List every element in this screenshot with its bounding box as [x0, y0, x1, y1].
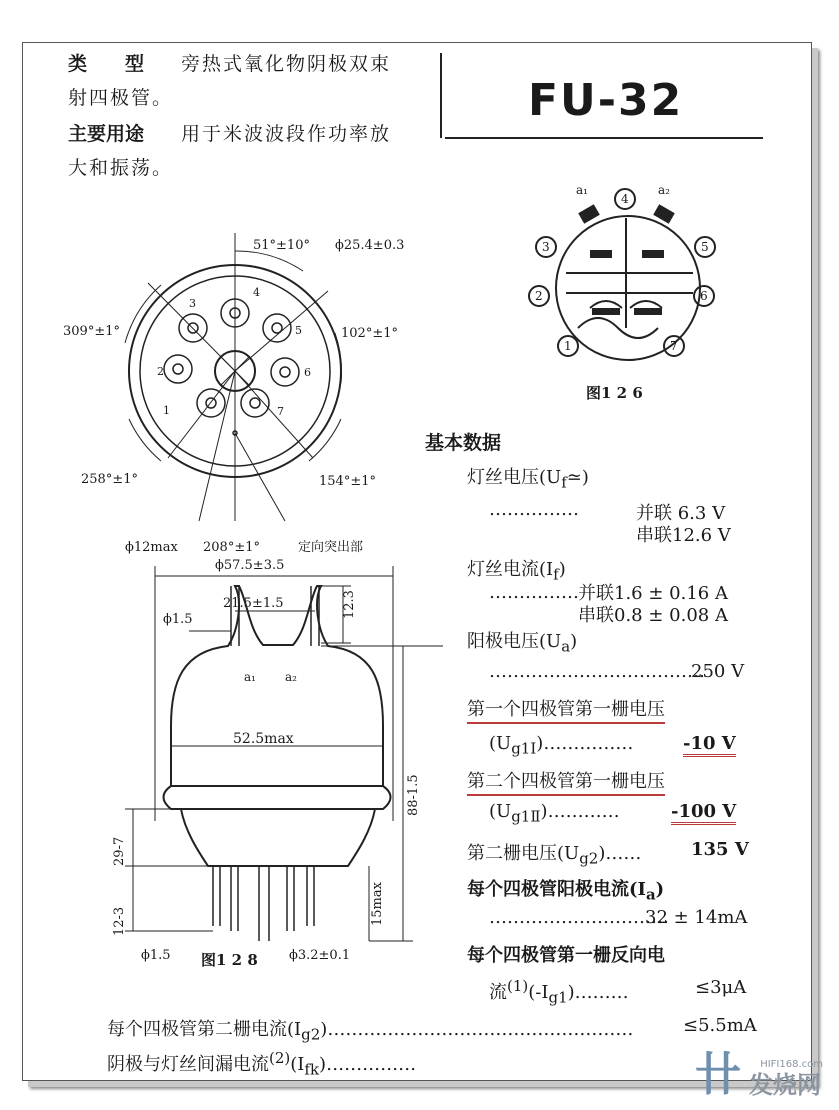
ig1-value: ≤3μA — [695, 977, 747, 998]
fig128-caption: 图1 2 8 — [201, 951, 258, 969]
fig126-pin-2: 2 — [535, 289, 543, 303]
g1-first-sym: $(U_{g1Ⅰ})\dots\dots\dots\dots\dots$ — [489, 733, 634, 758]
filament-current-label: 灯丝电流$(I_f)$ — [467, 559, 566, 584]
use-text-line1: 用于米波波段作功率放 — [181, 123, 392, 145]
g1-second-sym: $(U_{g1Ⅱ})\dots\dots\dots\dots$ — [489, 801, 620, 826]
fig128-key-diameter: ϕ3.2±0.1 — [289, 948, 351, 963]
anode-voltage-label: 阳极电压$(U_a)$ — [467, 631, 578, 656]
fc-parallel: 并联1.6 ± 0.16 A — [578, 583, 728, 604]
anode-voltage-value: 250 V — [691, 661, 745, 682]
base-key-label: 定向突出部 — [298, 540, 364, 555]
model-title: FU-32 — [528, 75, 684, 126]
fv-dots: …………… — [489, 499, 579, 520]
ig2-value: ≤5.5mA — [683, 1015, 757, 1036]
use-label: 主要用途 — [68, 123, 145, 145]
fig126-pin-1: 1 — [564, 339, 572, 353]
ig1-label-line2: 流$^{(1)}(-I_{g1})\dots\dots\dots$ — [489, 977, 629, 1007]
title-divider-horizontal — [445, 137, 763, 139]
base-angle-bottom-left: 258°±1° — [81, 472, 138, 487]
g1-second-label: 第二个四极管第一栅电压 — [467, 767, 665, 793]
base-angle-top: 51°±10° — [253, 238, 310, 253]
ia-dots: ………………………… — [489, 907, 669, 928]
fig126-a1: a₁ — [576, 183, 588, 197]
fig128-a1: a₁ — [244, 670, 256, 684]
base-diameter-top: ϕ25.4±0.3 — [335, 238, 405, 253]
fig128-cap-diameter: ϕ1.5 — [163, 612, 193, 627]
fig128-height-base: 29-7 — [112, 836, 127, 866]
fc-series: 串联0.8 ± 0.08 A — [578, 605, 728, 626]
fc-dots: …………… — [489, 582, 579, 603]
watermark-logo: 卄 — [695, 1047, 741, 1101]
base-angle-left: 309°±1° — [63, 324, 120, 339]
fig128-cap-height: 12.3 — [342, 590, 357, 619]
fig128-pin-len-max: 15max — [370, 882, 385, 926]
base-pin-2: 2 — [157, 365, 164, 378]
av-dots: ……………………………… — [489, 661, 705, 682]
base-pin-1: 1 — [163, 404, 170, 417]
fig126-pin-3: 3 — [542, 240, 550, 254]
fig126-pin-5: 5 — [701, 240, 709, 254]
fig128-pin-diameter: ϕ1.5 — [141, 948, 171, 963]
fig126-pin-6: 6 — [700, 289, 708, 303]
fig128-bulb-max: 52.5max — [233, 731, 294, 747]
datasheet-page — [22, 42, 812, 1081]
fig126-pin-4: 4 — [621, 192, 629, 206]
base-angle-bottom-right: 154°±1° — [319, 474, 376, 489]
g1-first-value: -10 V — [683, 733, 736, 754]
base-pin-5: 5 — [295, 324, 302, 337]
base-view-figure — [23, 223, 443, 563]
base-pin-6: 6 — [304, 366, 311, 379]
fig128-height-pins: 12-3 — [112, 906, 127, 936]
type-text-line2: 射四极管。 — [68, 87, 174, 109]
fig128-a2: a₂ — [285, 670, 297, 684]
ia-label: 每个四极管阳极电流$(I_a)$ — [467, 879, 665, 904]
specs-heading: 基本数据 — [425, 432, 502, 454]
fig126-caption: 图1 2 6 — [586, 384, 643, 402]
use-text-line2: 大和振荡。 — [68, 157, 174, 179]
ig2-label: 每个四极管第二栅电流$(I_{g2})\dots\dots\dots\dots\dots\dots\dots\dots\dots\dots\dots\dots\dots\dots\dots\dots\dots$ — [107, 1019, 634, 1044]
base-pin-7: 7 — [277, 405, 284, 418]
watermark-url: HIFI168.com — [760, 1059, 823, 1070]
leak-label: 阴极与灯丝间漏电流$^{(2)}(I_{fk})\dots\dots\dots\dots\dots$ — [107, 1049, 417, 1079]
base-angle-right: 102°±1° — [341, 326, 398, 341]
watermark-text: 发烧网 — [749, 1071, 821, 1099]
fv-parallel: 并联 6.3 V — [636, 503, 726, 524]
figure-128-side-view — [63, 531, 443, 971]
base-angle-bottom: 208°±1° — [203, 540, 260, 555]
fig128-height-total: 88-1.5 — [406, 774, 421, 816]
ig1-label-line1: 每个四极管第一栅反向电 — [467, 945, 665, 966]
fv-series: 串联12.6 V — [636, 525, 731, 546]
fig128-overall-diameter: ϕ57.5±3.5 — [215, 558, 285, 573]
fig128-cap-spacing: 21.5±1.5 — [223, 596, 284, 611]
g2-value: 135 V — [691, 839, 749, 860]
g1-first-label: 第一个四极管第一栅电压 — [467, 695, 665, 721]
g1-second-value: -100 V — [671, 801, 736, 822]
base-diameter-bottom: ϕ12max — [125, 540, 178, 555]
ia-value: 32 ± 14mA — [645, 907, 748, 928]
type-text-line1: 旁热式氧化物阴极双束 — [181, 53, 392, 75]
filament-voltage-label: 灯丝电压$(U_f≃)$ — [467, 467, 589, 492]
figure-126-schematic — [518, 178, 758, 408]
g2-label: 第二栅电压$(U_{g2})\dots\dots$ — [467, 843, 642, 868]
fig126-a2: a₂ — [658, 183, 670, 197]
base-pin-4: 4 — [253, 286, 260, 299]
title-divider-vertical — [440, 53, 442, 138]
fig126-pin-7: 7 — [670, 339, 678, 353]
base-pin-3: 3 — [189, 297, 196, 310]
type-label: 类 型 — [68, 53, 145, 75]
